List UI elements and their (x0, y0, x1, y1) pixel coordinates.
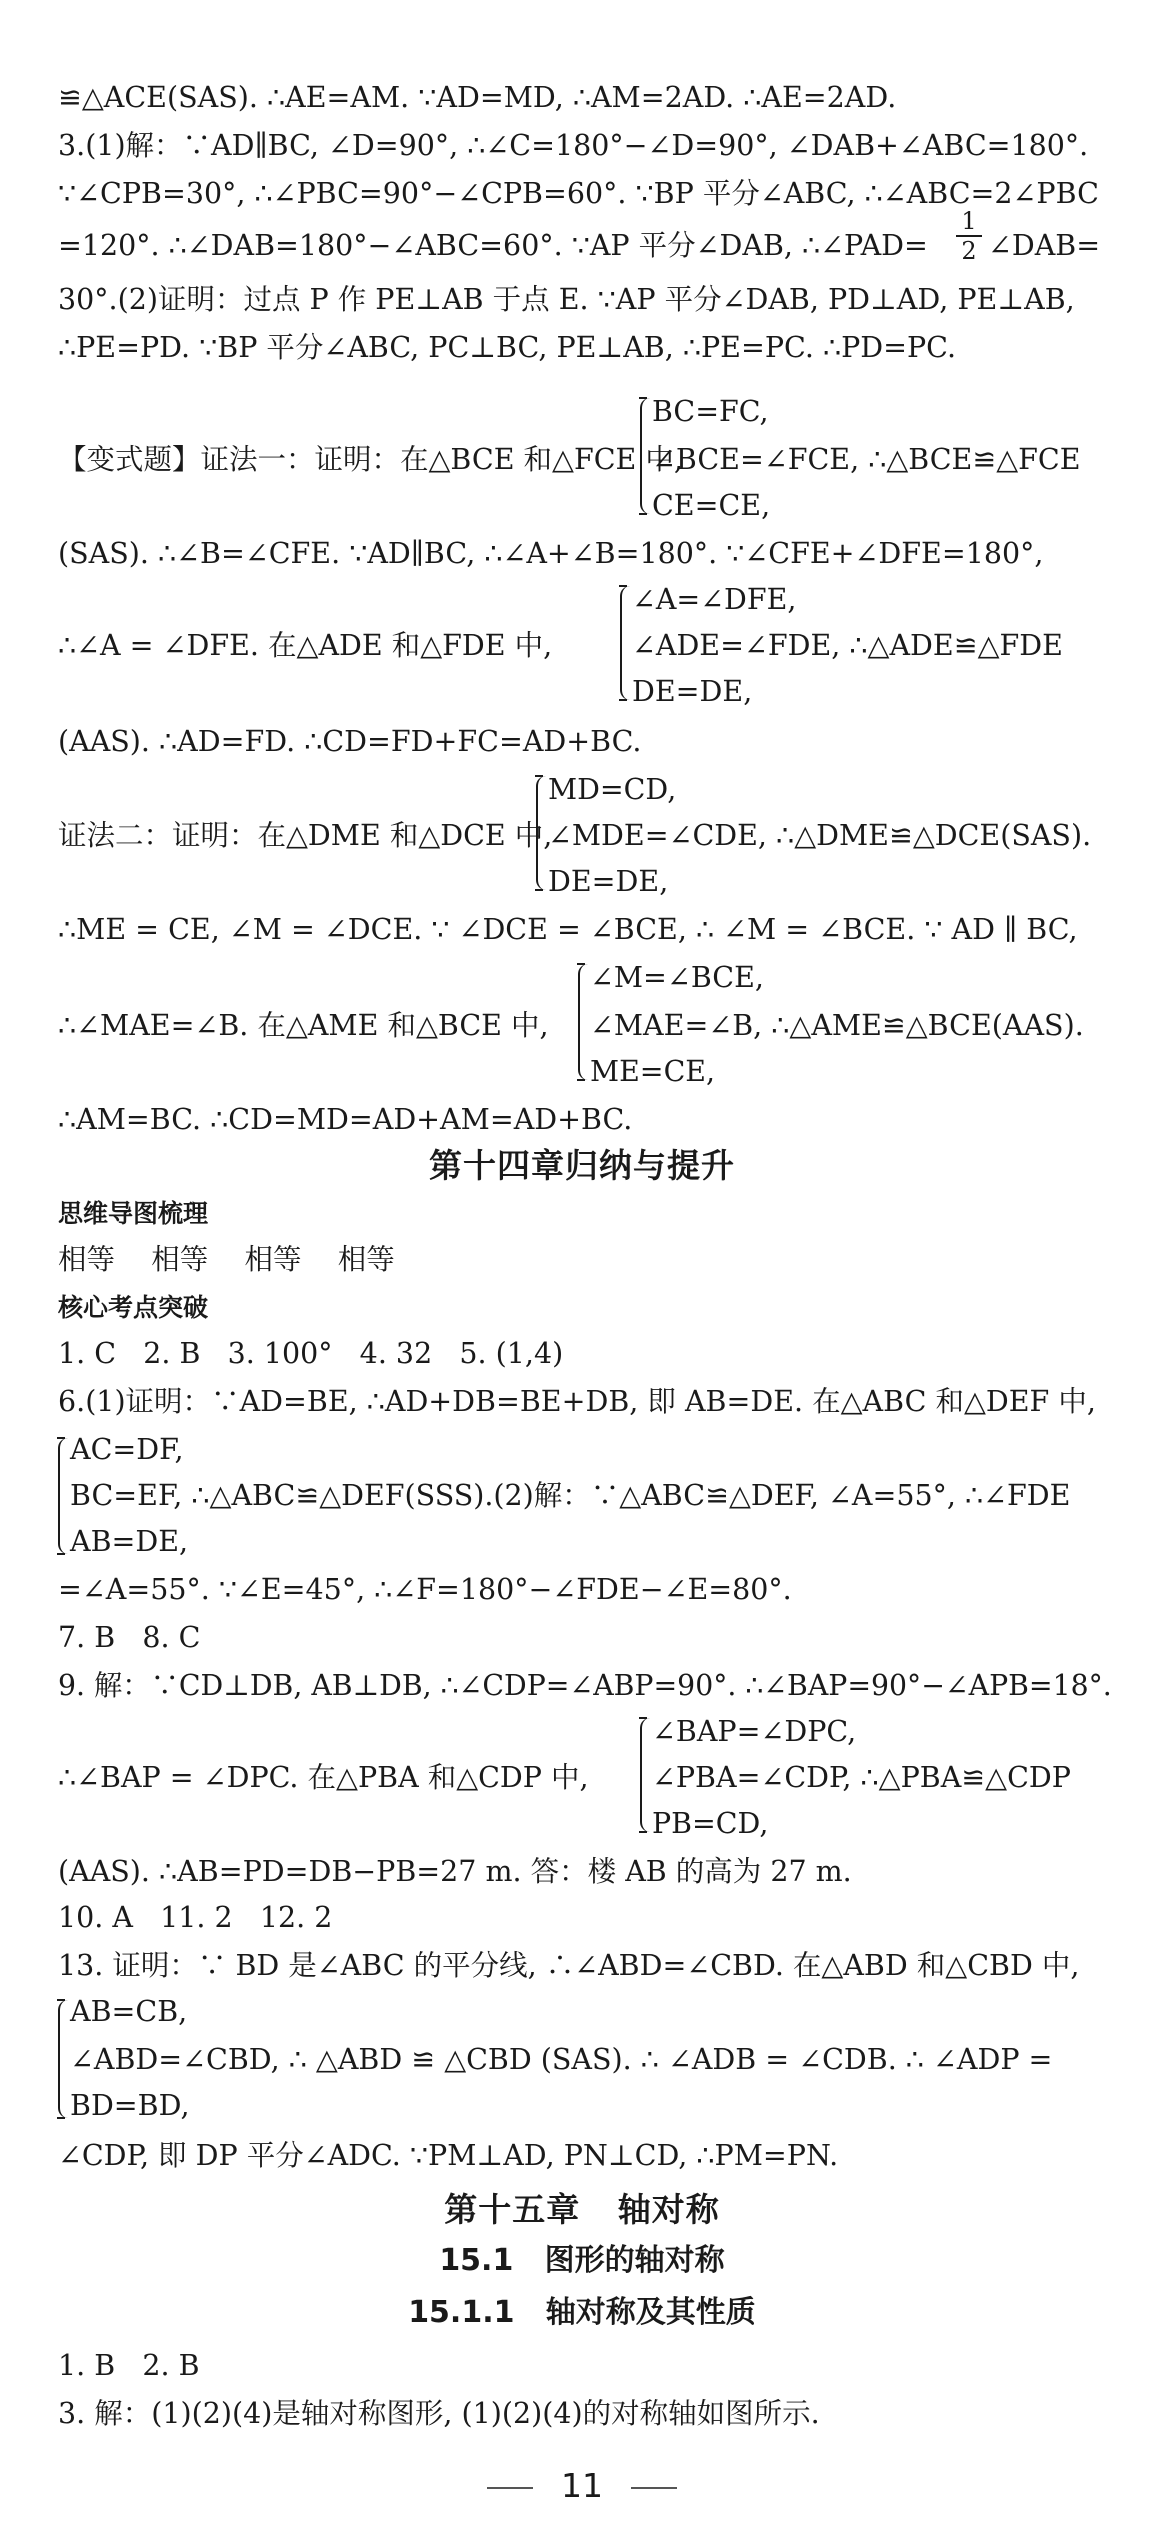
system-line (632, 672, 752, 712)
page-number-dash (487, 2487, 533, 2489)
line-text: ∠BCE=∠FCE, ∴△BCE≌△FCE (652, 443, 1081, 476)
line-text: ∠A=∠DFE, (632, 583, 797, 616)
line-text: ∴∠MAE=∠B. 在△AME 和△BCE 中, (58, 1009, 549, 1042)
text-line (988, 226, 1100, 266)
line-text: 30°.(2)证明：过点 P 作 PE⊥AB 于点 E. ∵AP 平分∠DAB, PD⊥AD, PE⊥AB, (58, 283, 1075, 316)
line-text: ∠BAP=∠DPC, (652, 1715, 857, 1748)
section-heading: 15.1 图形的轴对称 (439, 2243, 725, 2278)
system-line (652, 1804, 769, 1844)
line-text: 3. 解：(1)(2)(4)是轴对称图形, (1)(2)(4)的对称轴如图所示. (58, 2397, 820, 2430)
line-text: 10. A 11. 2 12. 2 (58, 1901, 333, 1934)
line-text: AC=DF, (70, 1433, 184, 1466)
line-text: DE=DE, (632, 675, 753, 708)
text-line (58, 328, 1112, 368)
left-brace (640, 1718, 652, 1832)
line-text: 13. 证明：∵ BD 是∠ABC 的平分线, ∴∠ABD=∠CBD. 在△ABD 和△CBD 中, (58, 1949, 1080, 1982)
chapter-heading: 第十五章 轴对称 (444, 2190, 720, 2229)
system-line (652, 1758, 1112, 1798)
line-text: ∠MDE=∠CDE, ∴△DME≌△DCE(SAS). (548, 819, 1092, 852)
section-heading: 思维导图梳理 (58, 1199, 209, 1228)
line-text: 3.(1)解：∵AD∥BC, ∠D=90°, ∴∠C=180°−∠D=90°, ∠DAB+∠ABC=180°. (58, 129, 1089, 162)
text-line (58, 534, 1112, 574)
line-text: 相等 相等 相等 相等 (58, 1243, 395, 1276)
text-line (58, 174, 1112, 214)
system-line (632, 580, 797, 620)
line-text: ∠PBA=∠CDP, ∴△PBA≌△CDP (652, 1761, 1071, 1794)
text-line (58, 2394, 1112, 2434)
text-line (58, 126, 1112, 166)
system-line (70, 1476, 1112, 1516)
text-line (58, 1852, 1112, 1892)
line-text: ∵∠CPB=30°, ∴∠PBC=90°−∠CPB=60°. ∵BP 平分∠ABC, ∴∠ABC=2∠PBC (58, 177, 1099, 210)
line-text: ∠MAE=∠B, ∴△AME≌△BCE(AAS). (590, 1009, 1084, 1042)
system-line (70, 2040, 1112, 2080)
text-line (58, 226, 1112, 266)
line-text: (AAS). ∴AD=FD. ∴CD=FD+FC=AD+BC. (58, 725, 642, 758)
subsection-heading: 15.1.1 轴对称及其性质 (408, 2295, 756, 2330)
line-text: ∴AM=BC. ∴CD=MD=AD+AM=AD+BC. (58, 1103, 633, 1136)
line-text: =120°. ∴∠DAB=180°−∠ABC=60°. ∵AP 平分∠DAB, ∴∠PAD= (58, 229, 928, 262)
line-text: (SAS). ∴∠B=∠CFE. ∵AD∥BC, ∴∠A+∠B=180°. ∵∠CFE+∠DFE=180°, (58, 537, 1044, 570)
system-line (652, 1712, 856, 1752)
line-text: ∠CDP, 即 DP 平分∠ADC. ∵PM⊥AD, PN⊥CD, ∴PM=PN. (58, 2139, 839, 2172)
system-line (632, 626, 1112, 666)
line-text: BC=EF, ∴△ABC≌△DEF(SSS).(2)解：∵△ABC≌△DEF, ∠A=55°, ∴∠FDE (70, 1479, 1071, 1512)
left-brace (640, 398, 652, 514)
text-line (58, 1334, 1112, 1374)
text-line (58, 1100, 1112, 1140)
line-text: 7. B 8. C (58, 1621, 201, 1654)
text-line (58, 2136, 1112, 2176)
line-text: MD=CD, (548, 773, 677, 806)
line-text: AB=DE, (70, 1525, 189, 1558)
chapter-heading: 第十四章归纳与提升 (429, 1146, 735, 1185)
text-line (58, 722, 1112, 762)
line-text: 证法二：证明：在△DME 和△DCE 中, (58, 819, 553, 852)
system-line (70, 1522, 1112, 1562)
line-text: CE=CE, (652, 489, 771, 522)
system-line (548, 862, 668, 902)
text-line (58, 2346, 1112, 2386)
line-text: BC=FC, (652, 395, 769, 428)
line-text: ≌△ACE(SAS). ∴AE=AM. ∵AD=MD, ∴AM=2AD. ∴AE=2AD. (58, 81, 897, 114)
line-text: AB=CB, (70, 1995, 188, 2028)
left-brace (58, 1438, 70, 1554)
system-line (590, 1006, 1084, 1046)
fraction-numerator: 1 (961, 207, 977, 235)
text-line (58, 1666, 1112, 1706)
system-line (590, 958, 764, 998)
left-brace (578, 964, 590, 1080)
line-text: ∠M=∠BCE, (590, 961, 764, 994)
fraction-denominator: 2 (961, 237, 977, 265)
system-line (70, 1992, 1112, 2032)
text-line (58, 78, 1112, 118)
left-brace (536, 776, 548, 890)
line-text: =∠A=55°. ∵∠E=45°, ∴∠F=180°−∠FDE−∠E=80°. (58, 1573, 792, 1606)
text-line (58, 1570, 1112, 1610)
line-text: DE=DE, (548, 865, 669, 898)
line-text: BD=BD, (70, 2089, 190, 2122)
text-line (58, 1240, 1112, 1280)
text-line (58, 280, 1112, 320)
text-line (58, 910, 1112, 950)
line-text: ∠ADE=∠FDE, ∴△ADE≌△FDE (632, 629, 1063, 662)
line-text: 1. B 2. B (58, 2349, 200, 2382)
line-text: ∴PE=PD. ∵BP 平分∠ABC, PC⊥BC, PE⊥AB, ∴PE=PC. ∴PD=PC. (58, 331, 957, 364)
fraction-one-half (956, 208, 982, 264)
line-text: ∠ABD=∠CBD, ∴ △ABD ≌ △CBD (SAS). ∴ ∠ADB = ∠CDB. ∴ ∠ADP = (70, 2043, 1053, 2076)
system-line (70, 2086, 1112, 2126)
section-heading: 核心考点突破 (58, 1293, 209, 1322)
line-text: ∴∠BAP = ∠DPC. 在△PBA 和△CDP 中, (58, 1761, 589, 1794)
line-text: 9. 解：∵CD⊥DB, AB⊥DB, ∴∠CDP=∠ABP=90°. ∴∠BAP=90°−∠APB=18°. (58, 1669, 1112, 1702)
page-number-text: 11 (561, 2466, 603, 2505)
system-line (590, 1052, 716, 1092)
line-text: ∠DAB= (988, 229, 1101, 262)
line-text: 【变式题】证法一：证明：在△BCE 和△FCE 中, (58, 443, 683, 476)
system-line (652, 486, 770, 526)
line-text: ∴∠A = ∠DFE. 在△ADE 和△FDE 中, (58, 629, 553, 662)
system-line (548, 770, 677, 810)
line-text: ∴ME = CE, ∠M = ∠DCE. ∵ ∠DCE = ∠BCE, ∴ ∠M = ∠BCE. ∵ AD ∥ BC, (58, 913, 1078, 946)
line-text: ME=CE, (590, 1055, 716, 1088)
line-text: 1. C 2. B 3. 100° 4. 32 5. (1,4) (58, 1337, 564, 1370)
text-line (58, 1382, 1112, 1422)
line-text: (AAS). ∴AB=PD=DB−PB=27 m. 答：楼 AB 的高为 27 m. (58, 1855, 852, 1888)
text-line (58, 1898, 1112, 1938)
line-text: 6.(1)证明：∵AD=BE, ∴AD+DB=BE+DB, 即 AB=DE. 在△ABC 和△DEF 中, (58, 1385, 1096, 1418)
system-line (652, 392, 769, 432)
text-line (58, 1618, 1112, 1658)
left-brace (620, 586, 632, 700)
system-line (548, 816, 1091, 856)
page-number-dash (631, 2487, 677, 2489)
left-brace (58, 2000, 70, 2118)
system-line (652, 440, 1112, 480)
page-number (0, 2464, 1164, 2508)
text-line (58, 1946, 1112, 1986)
line-text: PB=CD, (652, 1807, 769, 1840)
system-line (70, 1430, 1112, 1470)
